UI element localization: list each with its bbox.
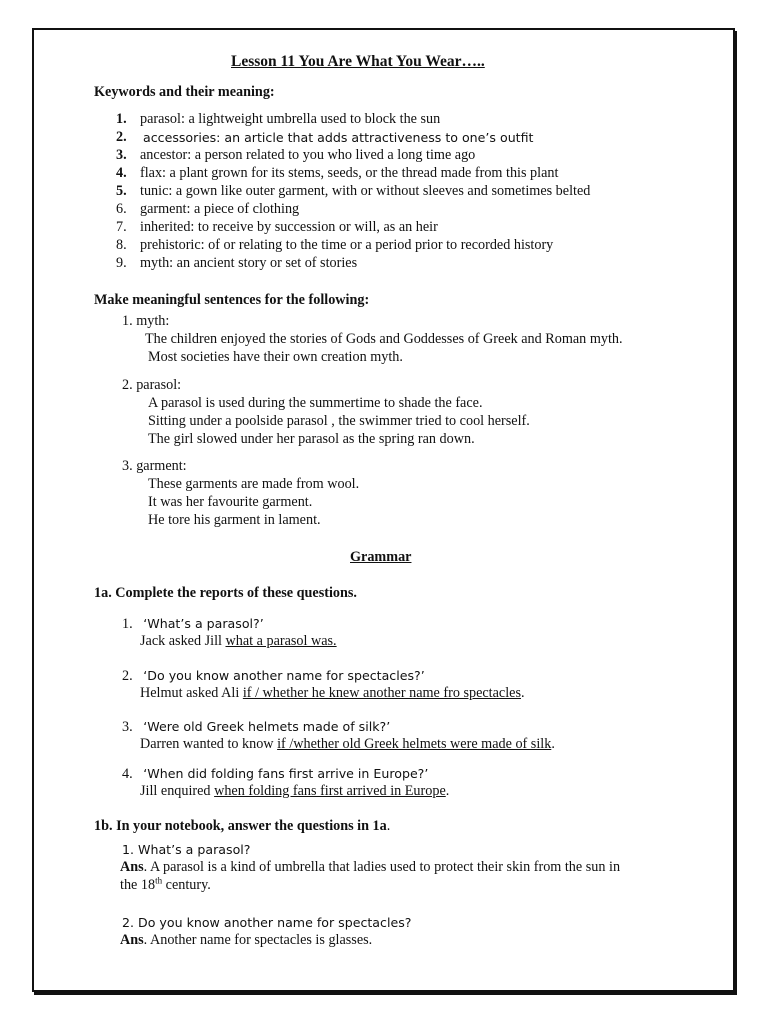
- q1a-answer: Jack asked Jill what a parasol was.: [140, 633, 337, 649]
- q1a-question: 4. ‘When did folding fans first arrive in Europe?’: [122, 766, 429, 782]
- grammar-heading: Grammar: [350, 549, 412, 565]
- sentence-label-myth: 1. myth:: [122, 313, 170, 329]
- sentence-line: These garments are made from wool.: [148, 476, 360, 492]
- sentence-line: He tore his garment in lament.: [148, 512, 321, 528]
- q1a-answer: Helmut asked Ali if / whether he knew another name fro spectacles.: [140, 685, 525, 701]
- sentence-line: The children enjoyed the stories of Gods and Goddesses of Greek and Roman myth.: [145, 331, 623, 347]
- sentence-line: It was her favourite garment.: [148, 494, 313, 510]
- sentence-line: Most societies have their own creation myth.: [148, 349, 403, 365]
- q1a-answer: Darren wanted to know if /whether old Greek helmets were made of silk.: [140, 736, 555, 752]
- q1a-heading: 1a. Complete the reports of these questions.: [94, 585, 357, 601]
- q1a-question: 1. ‘What’s a parasol?’: [122, 616, 264, 632]
- q1a-question: 3. ‘Were old Greek helmets made of silk?’: [122, 719, 391, 735]
- q1a-answer: Jill enquired when folding fans first arrived in Europe.: [140, 783, 450, 799]
- page-title: Lesson 11 You Are What You Wear…..: [231, 53, 485, 70]
- q1b-answer: Ans. Another name for spectacles is glasses.: [120, 932, 373, 948]
- sentences-heading: Make meaningful sentences for the following:: [94, 292, 370, 308]
- sentence-line: The girl slowed under her parasol as the spring ran down.: [148, 431, 475, 447]
- q1b-heading: 1b. In your notebook, answer the questions in 1a.: [94, 818, 391, 834]
- q1b-question: 2. Do you know another name for spectacles?: [122, 915, 412, 930]
- q1b-answer: Ans. A parasol is a kind of umbrella that ladies used to protect their skin from the sun in: [120, 859, 621, 875]
- sentence-label-garment: 3. garment:: [122, 458, 187, 474]
- sentence-label-parasol: 2. parasol:: [122, 377, 182, 393]
- sentence-line: A parasol is used during the summertime to shade the face.: [148, 395, 483, 411]
- q1a-question: 2. ‘Do you know another name for spectacles?’: [122, 668, 425, 684]
- q1b-answer-cont: the 18th century.: [120, 875, 211, 893]
- q1b-question: 1. What’s a parasol?: [122, 842, 251, 857]
- sentence-line: Sitting under a poolside parasol , the swimmer tried to cool herself.: [148, 413, 530, 429]
- keywords-heading: Keywords and their meaning:: [94, 84, 275, 100]
